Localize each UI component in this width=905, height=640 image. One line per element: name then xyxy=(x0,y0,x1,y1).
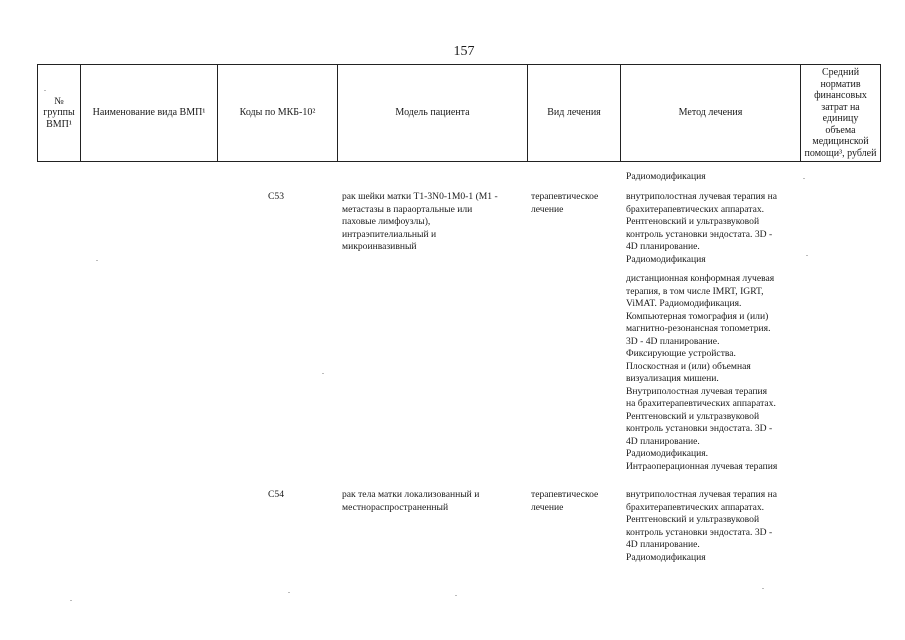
icd-code-c54: C54 xyxy=(268,489,284,500)
header-vmp-name: Наименование вида ВМП¹ xyxy=(81,65,218,162)
scan-speck xyxy=(806,255,808,256)
scan-speck xyxy=(762,588,764,589)
page-number: 157 xyxy=(453,44,475,59)
treatment-type-c54: терапевтическое лечение xyxy=(531,489,599,513)
table-header xyxy=(37,64,881,162)
icd-code-c53: C53 xyxy=(268,191,284,202)
scan-speck xyxy=(44,90,46,91)
treatment-type-c53: терапевтическое лечение xyxy=(531,191,599,215)
header-patient-model: Модель пациента xyxy=(338,65,528,162)
header-treatment-type: Вид лечения xyxy=(528,65,621,162)
scan-speck xyxy=(322,373,324,374)
patient-model-c54: рак тела матки локализованный и местнораспространенный xyxy=(342,489,480,513)
treatment-method-c53-1: внутриполостная лучевая терапия на брахитерапевтических аппаратах. Рентгеновский и ультразвуковой контроль установки эндостата. 3D - 4D планирование. Радиомодификация xyxy=(626,191,777,265)
scan-speck xyxy=(455,595,457,596)
scan-speck xyxy=(70,600,72,601)
header-avg-cost: Средний норматив финансовых затрат на единицу объема медицинской помощи³, рублей xyxy=(801,65,881,162)
scan-speck xyxy=(803,178,805,179)
patient-model-c53: рак шейки матки T1-3N0-1M0-1 (M1 - метастазы в параортальные или паховые лимфоузлы), интраэпителиальный и микроинвазивный xyxy=(342,191,498,252)
treatment-method-c53-2: дистанционная конформная лучевая терапия, в том числе IMRT, IGRT, ViMAT. Радиомодификация. Компьютерная томография и (или) магнитно-резонансная топометрия. 3D - 4D планирование. Фиксирующие устройства. Плоскостная и (или) объемная визуализация мишени. Внутриполостная лучевая терапия на брахитерапевтических аппаратах. Рентгеновский и ультразвуковой контроль установки эндостата. 3D - 4D планирование. Радиомодификация. Интраоперационная лучевая терапия xyxy=(626,273,778,472)
carryover-method-text: Радиомодификация xyxy=(626,171,706,182)
scan-speck xyxy=(96,260,98,261)
header-group-no: № группы ВМП¹ xyxy=(38,65,81,162)
header-icd-codes: Коды по МКБ-10² xyxy=(218,65,338,162)
treatment-method-c54-1: внутриполостная лучевая терапия на брахитерапевтических аппаратах. Рентгеновский и ультразвуковой контроль установки эндостата. 3D - 4D планирование. Радиомодификация xyxy=(626,489,777,563)
scan-speck xyxy=(288,592,290,593)
header-treatment-method: Метод лечения xyxy=(621,65,801,162)
